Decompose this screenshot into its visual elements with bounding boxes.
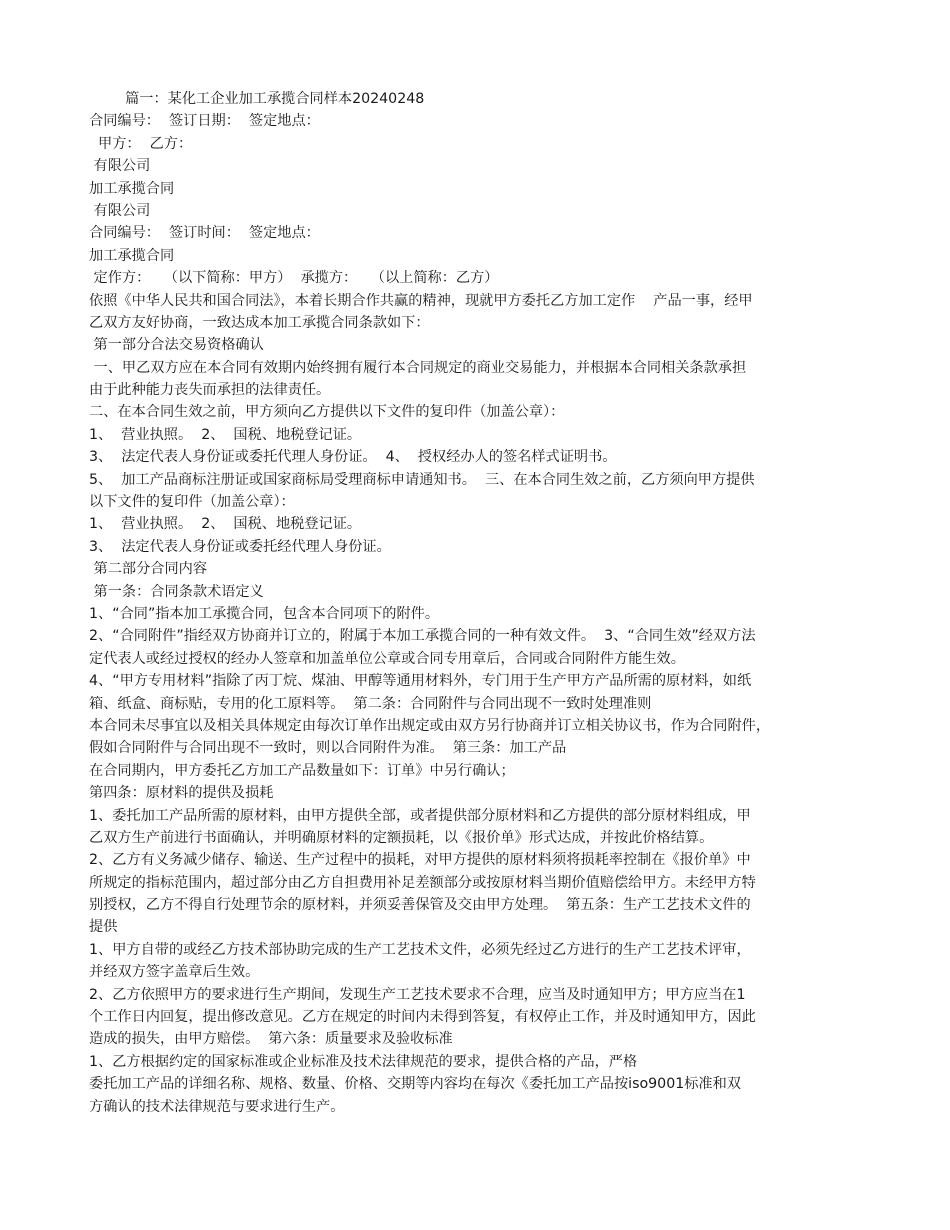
document-line: 5、 加工产品商标注册证或国家商标局受理商标申请通知书。 三、在本合同生效之前，乙方须向甲方提供 — [89, 471, 755, 488]
document-line: 有限公司 — [89, 158, 151, 175]
document-line: 以下文件的复印件（加盖公章）： — [89, 494, 295, 511]
document-line: 所规定的指标范围内，超过部分由乙方自担费用补足差额部分或按原材料当期价值赔偿给甲方。未经甲方特 — [89, 874, 756, 891]
document-line: 第二部分合同内容 — [89, 561, 208, 578]
document-line: 甲方： 乙方： — [89, 135, 193, 152]
document-line: 1、“合同”指本加工承揽合同，包含本合同项下的附件。 — [89, 605, 440, 622]
document-body — [89, 88, 864, 1118]
document-line: 1、 营业执照。 2、 国税、地税登记证。 — [89, 516, 362, 533]
document-line: 2、乙方依照甲方的要求进行生产期间，发现生产工艺技术要求不合理，应当及时通知甲方；甲方应当在1 — [89, 986, 746, 1003]
document-line: 定代表人或经过授权的经办人签章和加盖单位公章或合同专用章后，合同或合同附件方能生效。 — [89, 650, 685, 667]
document-line: 合同编号： 签订日期： 签定地点： — [89, 113, 320, 130]
document-line: 加工承揽合同 — [89, 247, 175, 264]
document-line: 个工作日内回复，提出修改意见。乙方在规定的时间内未得到答复，有权停止工作，并及时通知甲方，因此 — [89, 1009, 756, 1026]
document-line: 并经双方签字盖章后生效。 — [89, 964, 260, 981]
document-line: 4、“甲方专用材料”指除了丙丁烷、煤油、甲醇等通用材料外，专门用于生产甲方产品所需的原材料，如纸 — [89, 673, 752, 690]
document-line: 定作方： （以下简称：甲方） 承揽方： （以上简称：乙方） — [89, 270, 499, 287]
document-title: 篇一：某化工企业加工承揽合同样本20240248 — [89, 91, 425, 107]
document-line: 本合同未尽事宜以及相关具体规定由每次订单作出规定或由双方另行协商并订立相关协议书，作为合同附件， — [89, 717, 771, 734]
document-line: 乙双方生产前进行书面确认，并明确原材料的定额损耗，以《报价单》形式达成，并按此价格结算。 — [89, 829, 714, 846]
document-line: 有限公司 — [89, 202, 151, 219]
document-line: 二、在本合同生效之前，甲方须向乙方提供以下文件的复印件（加盖公章）： — [89, 404, 565, 421]
document-line: 乙双方友好协商，一致达成本加工承揽合同条款如下： — [89, 314, 430, 331]
document-line: 1、甲方自带的或经乙方技术部协助完成的生产工艺技术文件，必须先经过乙方进行的生产工艺技术评审， — [89, 941, 751, 958]
document-line: 1、乙方根据约定的国家标准或企业标准及技术法律规范的要求，提供合格的产品，严格 — [89, 1053, 638, 1070]
document-line: 第一部分合法交易资格确认 — [89, 337, 264, 354]
document-line: 依照《中华人民共和国合同法》，本着长期合作共赢的精神，现就甲方委托乙方加工定作 产品一事，经甲 — [89, 292, 753, 309]
document-line: 3、 法定代表人身份证或委托代理人身份证。 4、 授权经办人的签名样式证明书。 — [89, 449, 617, 466]
document-line: 第一条：合同条款术语定义 — [89, 583, 264, 600]
document-line: 3、 法定代表人身份证或委托经代理人身份证。 — [89, 538, 391, 555]
document-line: 1、委托加工产品所需的原材料，由甲方提供全部，或者提供部分原材料和乙方提供的部分原材料组成，甲 — [89, 807, 751, 824]
document-line: 造成的损失，由甲方赔偿。 第六条：质量要求及验收标准 — [89, 1031, 453, 1048]
document-line: 在合同期内，甲方委托乙方加工产品数量如下：订单》中另行确认； — [89, 762, 515, 779]
document-line: 方确认的技术法律规范与要求进行生产。 — [89, 1098, 345, 1115]
document-line: 由于此种能力丧失而承担的法律责任。 — [89, 382, 331, 399]
document-line: 2、乙方有义务减少储存、输送、生产过程中的损耗，对甲方提供的原材料须将损耗率控制在《报价单》中 — [89, 852, 751, 869]
document-line: 委托加工产品的详细名称、规格、数量、价格、交期等内容均在每次《委托加工产品按iso9001标准和双 — [89, 1076, 741, 1093]
document-line: 合同编号： 签订时间： 签定地点： — [89, 225, 320, 242]
document-line: 箱、纸盒、商标贴，专用的化工原料等。 第二条：合同附件与合同出现不一致时处理准则 — [89, 695, 652, 712]
document-line: 2、“合同附件”指经双方协商并订立的，附属于本加工承揽合同的一种有效文件。 3、“合同生效”经双方法 — [89, 628, 756, 645]
document-line: 加工承揽合同 — [89, 180, 175, 197]
document-line: 假如合同附件与合同出现不一致时，则以合同附件为准。 第三条：加工产品 — [89, 740, 567, 757]
document-line: 1、 营业执照。 2、 国税、地税登记证。 — [89, 426, 362, 443]
document-line: 一、甲乙双方应在本合同有效期内始终拥有履行本合同规定的商业交易能力，并根据本合同相关条款承担 — [89, 359, 747, 376]
document-line: 别授权，乙方不得自行处理节余的原材料，并须妥善保管及交由甲方处理。 第五条：生产工艺技术文件的 — [89, 897, 751, 914]
document-line: 第四条：原材料的提供及损耗 — [89, 785, 274, 802]
document-line: 提供 — [89, 919, 118, 936]
